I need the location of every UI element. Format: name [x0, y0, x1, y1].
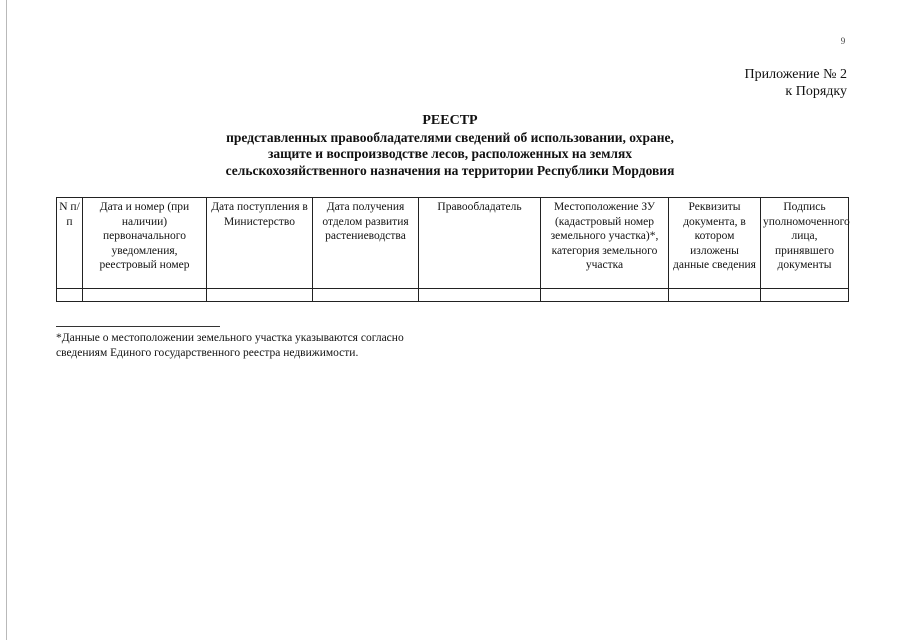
- header-notification: Дата и номер (при наличии) первоначального уведомления, реестровый номер: [83, 198, 207, 289]
- table-row: [57, 289, 849, 302]
- header-ministry-date: Дата поступления в Министерство: [207, 198, 313, 289]
- footnote-line-2: сведениям Единого государственного реестра недвижимости.: [56, 347, 359, 359]
- title-main: РЕЕСТР: [422, 113, 478, 128]
- table-cell: [419, 289, 541, 302]
- title-line-2: защите и воспроизводстве лесов, расположенных на землях: [267, 146, 633, 161]
- footnote-line-1: *Данные о местоположении земельного участка указываются согласно: [56, 332, 404, 344]
- appendix-reference: [745, 66, 848, 100]
- appendix-line-2: к Порядку: [785, 84, 847, 99]
- header-document-details: Реквизиты документа, в котором изложены данные сведения: [669, 198, 761, 289]
- page-edge: [6, 0, 7, 640]
- page-number: 9: [840, 36, 846, 46]
- table-cell: [669, 289, 761, 302]
- header-number: N п/п: [57, 198, 83, 289]
- appendix-line-1: Приложение № 2: [744, 67, 847, 82]
- registry-table: [56, 197, 849, 302]
- footnote-divider: [56, 326, 220, 327]
- header-owner: Правообладатель: [419, 198, 541, 289]
- header-department-date: Дата получения отделом развития растениеводства: [313, 198, 419, 289]
- table-cell: [541, 289, 669, 302]
- header-signature: Подпись уполномоченного лица, принявшего документы: [761, 198, 849, 289]
- footnote: [56, 331, 496, 361]
- document-title: [100, 113, 800, 179]
- table-cell: [761, 289, 849, 302]
- header-location: Местоположение ЗУ (кадастровый номер земельного участка)*, категория земельного участка: [541, 198, 669, 289]
- title-line-3: сельскохозяйственного назначения на территории Республики Мордовия: [225, 162, 675, 178]
- title-line-1: представленных правообладателями сведений об использовании, охране,: [226, 129, 674, 145]
- table-cell: [57, 289, 83, 302]
- table-cell: [83, 289, 207, 302]
- table-header-row: [57, 198, 849, 289]
- table-cell: [207, 289, 313, 302]
- table-cell: [313, 289, 419, 302]
